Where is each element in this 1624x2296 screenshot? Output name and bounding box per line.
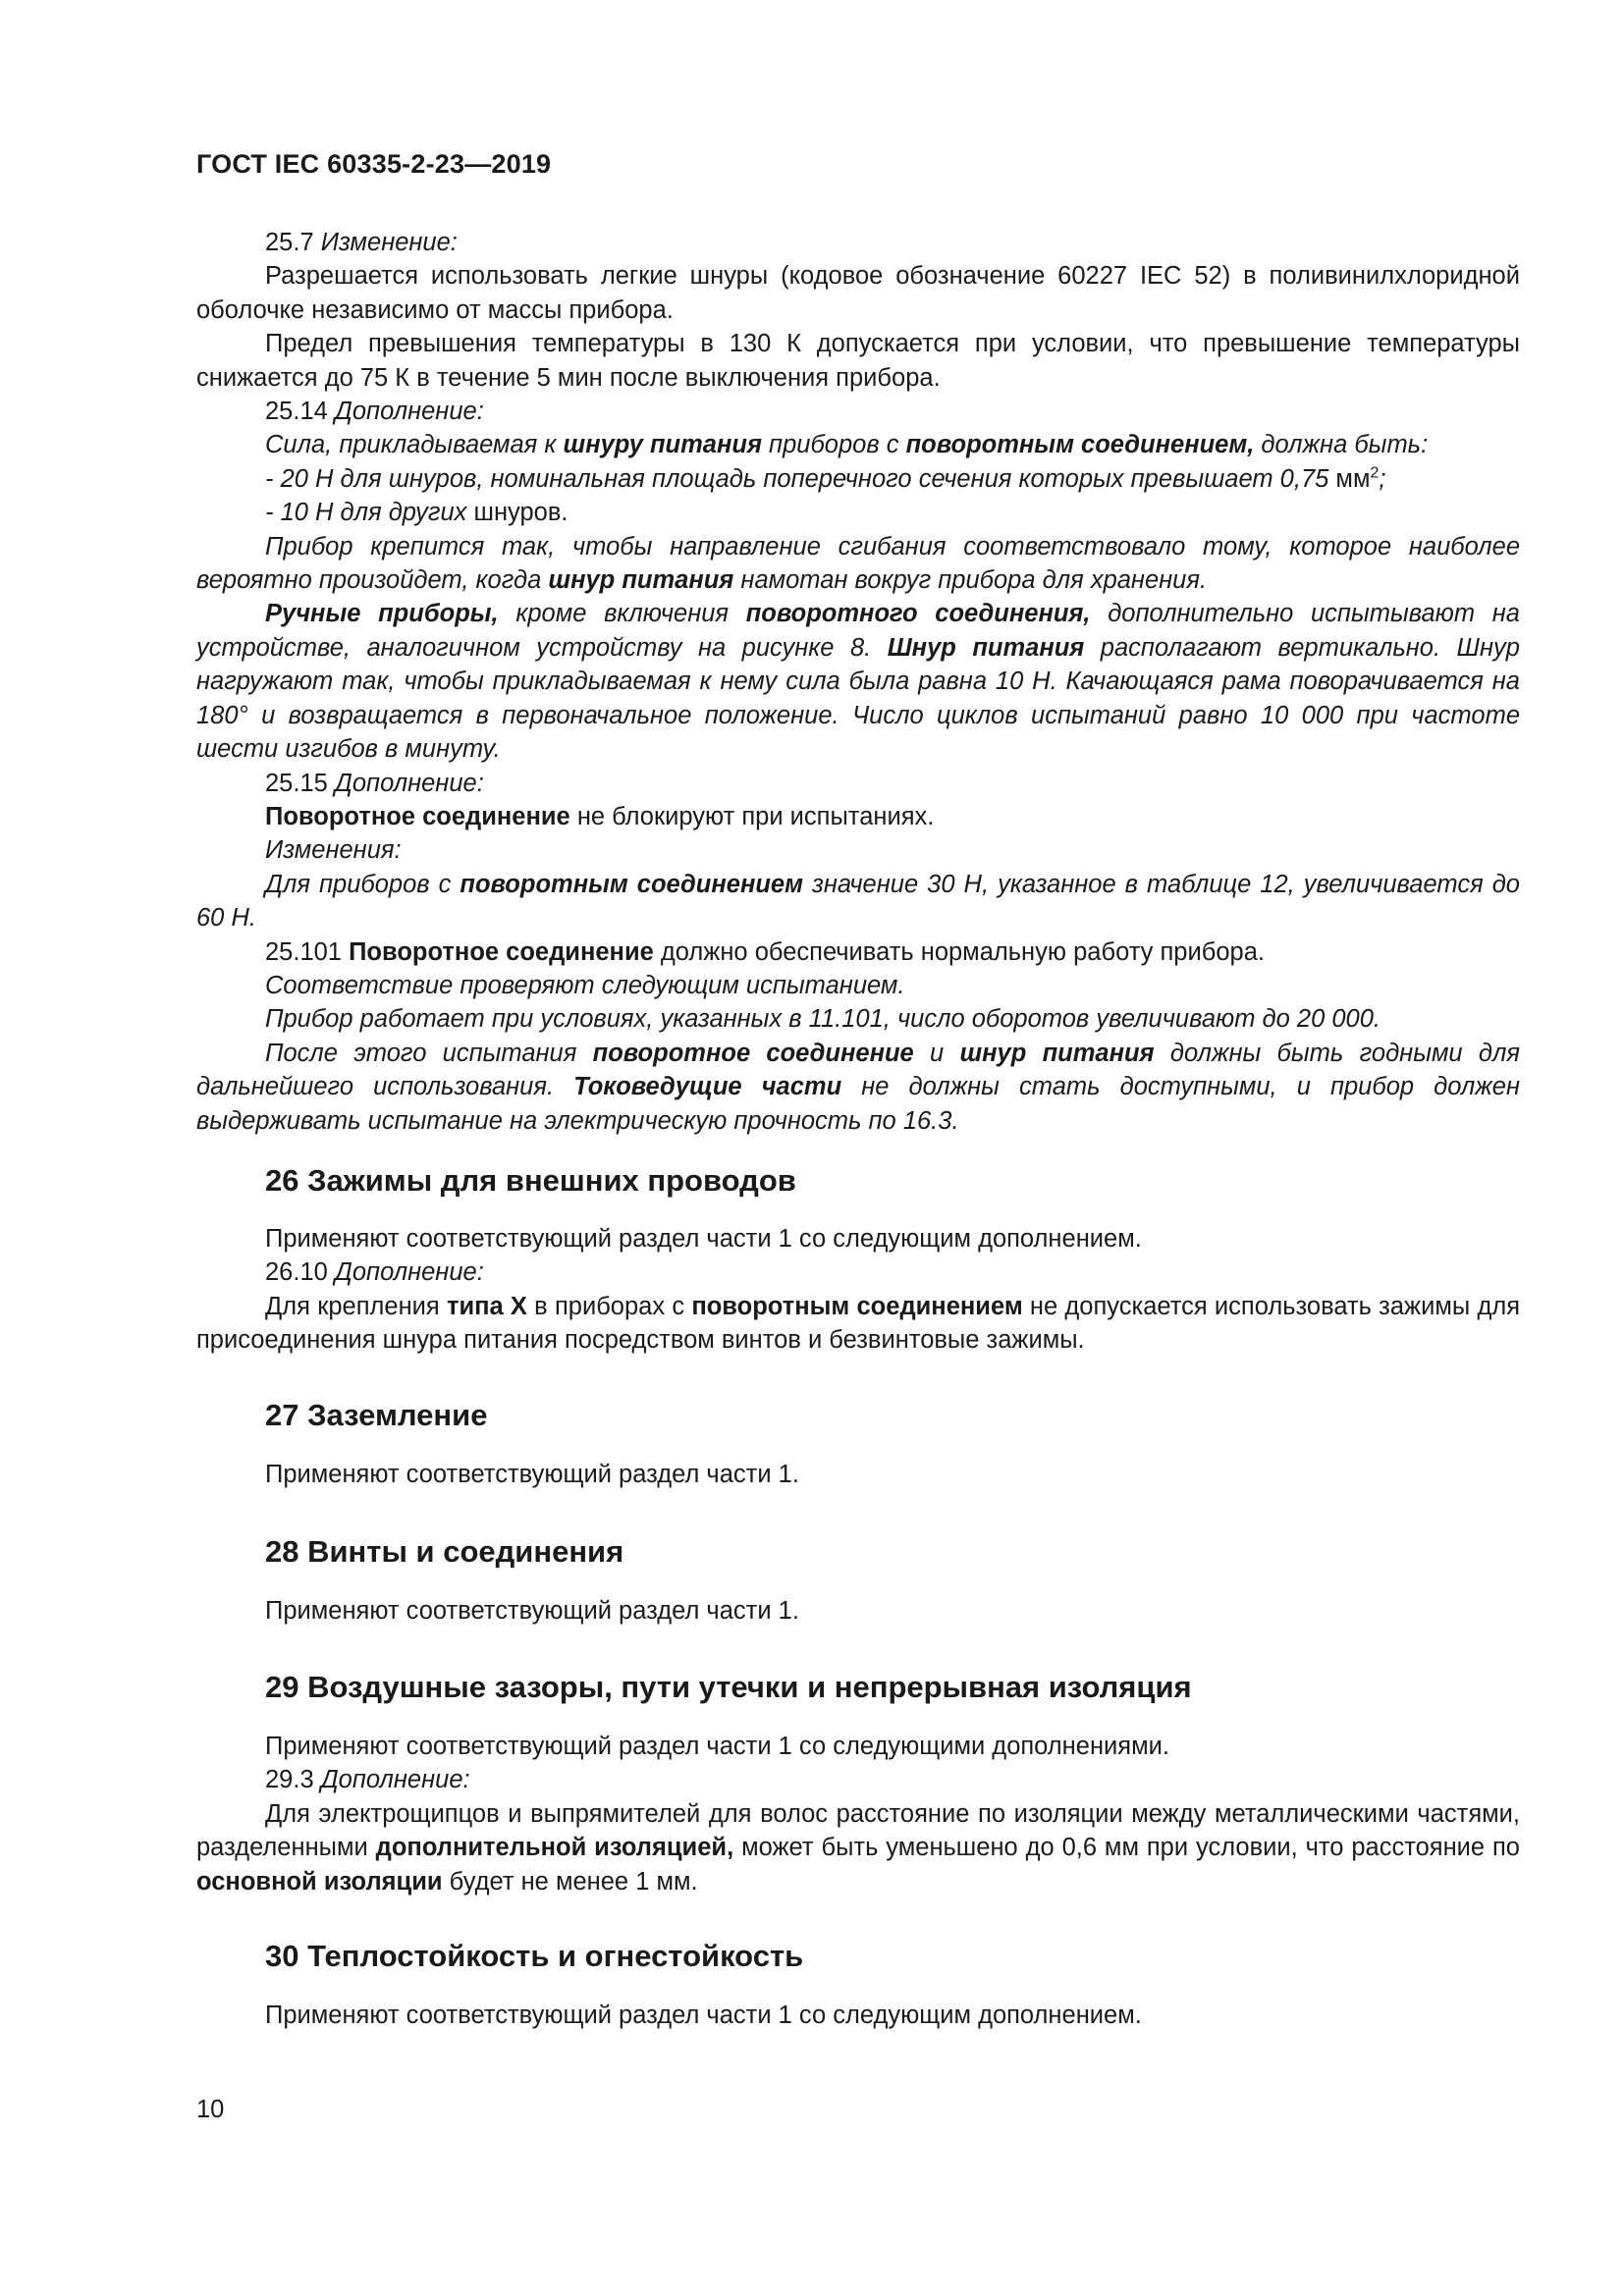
section-28-text xyxy=(196,1594,1520,1628)
term: шнур питания xyxy=(548,566,734,595)
section-27-text xyxy=(196,1458,1520,1491)
paragraph xyxy=(196,1290,1520,1358)
text-run: значение 30 Н, указанное в таблице 12, увеличивается до 60 Н. xyxy=(196,870,1520,933)
paragraph: Прибор работает при условиях, указанных в 11.101, число оборотов увеличивают до 20 000. xyxy=(265,1005,1380,1034)
clause-26-10 xyxy=(196,1255,1520,1289)
term: шнуру питания xyxy=(563,431,762,459)
clause-number: 26.10 xyxy=(265,1258,335,1287)
clause-number: 25.14 xyxy=(265,398,335,426)
section-26-text xyxy=(196,1222,1520,1358)
clause-25-15 xyxy=(196,767,1520,800)
section-29-text xyxy=(196,1730,1520,1898)
section-25-text xyxy=(196,226,1520,1138)
clause-number: 25.15 xyxy=(265,769,335,797)
clause-25-14 xyxy=(196,395,1520,428)
text-run: в приборах с xyxy=(526,1292,692,1320)
term: Токоведущие части xyxy=(573,1073,842,1101)
paragraph: Предел превышения температуры в 130 К допускается при условии, что превышение температуры снижается до 75 К в течение 5 мин после выключения прибора. xyxy=(196,330,1520,392)
term: Поворотное соединение xyxy=(265,802,570,830)
clause-label: Дополнение: xyxy=(334,1258,484,1287)
text-run: После этого испытания xyxy=(265,1039,593,1067)
document-header: ГОСТ IEC 60335-2-23—2019 xyxy=(196,149,552,179)
text-run: должны быть годными для дальнейшего использования. xyxy=(196,1039,1520,1101)
text-run: располагают вертикально. Шнур нагружают так, чтобы прикладываемая к нему сила была равна 10 Н. Качающаяся рама поворачивается на 180° и возвращается в первоначальное положение. Число циклов испытаний равно 10 000 при частоте шести изгибов в минуту. xyxy=(196,633,1520,764)
term: поворотным соединением, xyxy=(905,431,1255,459)
section-26-heading: 26 Зажимы для внешних проводов xyxy=(265,1163,796,1198)
clause-label: Дополнение: xyxy=(320,1766,470,1794)
section-27-heading: 27 Заземление xyxy=(265,1398,488,1432)
term: шнур питания xyxy=(959,1039,1155,1067)
section-30-text xyxy=(196,1999,1520,2032)
text-run: кроме включения xyxy=(498,600,746,628)
term: Ручные приборы, xyxy=(265,600,499,628)
term: дополнительной изоляцией, xyxy=(375,1834,734,1862)
text-run: - 10 Н для других xyxy=(265,499,474,527)
superscript: 2 xyxy=(1370,464,1380,482)
term: типа Х xyxy=(446,1292,527,1320)
term: поворотным соединением xyxy=(691,1292,1023,1320)
clause-label: Дополнение: xyxy=(334,398,484,426)
term: Поворотное соединение xyxy=(349,937,654,966)
text-run: Для электрощипцов и выпрямителей для волос расстояние по изоляции между металлическими частями, разделенными xyxy=(196,1799,1520,1862)
section-29-heading: 29 Воздушные зазоры, пути утечки и непрерывная изоляция xyxy=(265,1670,1192,1704)
paragraph: Применяют соответствующий раздел части 1 со следующими дополнениями. xyxy=(265,1733,1169,1760)
paragraph xyxy=(196,800,1520,833)
unit: мм xyxy=(1335,464,1371,493)
clause-number: 25.7 xyxy=(265,229,321,256)
text-run: намотан вокруг прибора для хранения. xyxy=(733,566,1208,595)
term: Шнур питания xyxy=(887,633,1085,662)
paragraph: Применяют соответствующий раздел части 1 со следующим дополнением. xyxy=(265,2002,1142,2029)
text-run: приборов с xyxy=(761,431,906,459)
paragraph xyxy=(196,597,1520,766)
text-run: Сила, прикладываемая к xyxy=(265,431,564,459)
text-run: не допускается использовать зажимы для присоединения шнура питания посредством винтов и безвинтовые зажимы. xyxy=(196,1292,1521,1355)
text-run: дополнительно испытывают на устройстве, аналогичном устройству на рисунке 8. xyxy=(196,600,1520,662)
section-28-heading: 28 Винты и соединения xyxy=(265,1534,624,1569)
clause-label: Изменения: xyxy=(265,836,402,865)
term: поворотное соединение xyxy=(592,1039,914,1067)
clause-number: 29.3 xyxy=(265,1766,321,1794)
page-number: 10 xyxy=(196,2096,225,2123)
paragraph: Применяют соответствующий раздел части 1 со следующим дополнением. xyxy=(265,1225,1142,1253)
clause-25-101 xyxy=(196,935,1520,969)
term: основной изоляции xyxy=(196,1867,443,1896)
list-item xyxy=(196,496,1520,529)
clause-number: 25.101 xyxy=(265,937,350,966)
text-run: не должны стать доступными, и прибор должен выдерживать испытание на электрическую прочность по 16.3. xyxy=(196,1073,1520,1135)
text-run: Прибор крепится так, чтобы направление сгибания соответствовало тому, которое наиболее вероятно произойдет, когда xyxy=(196,532,1520,595)
paragraph: Разрешается использовать легкие шнуры (кодовое обозначение 60227 IEC 52) в поливинилхлоридной оболочке независимо от массы прибора. xyxy=(196,262,1520,324)
term: поворотного соединения, xyxy=(745,600,1091,628)
paragraph xyxy=(196,1037,1520,1138)
text-run: должно обеспечивать нормальную работу прибора. xyxy=(653,937,1265,966)
paragraph xyxy=(196,1797,1520,1898)
clause-25-7 xyxy=(196,226,1520,259)
clause-label: Дополнение: xyxy=(334,769,484,797)
text-run: ; xyxy=(1379,464,1386,493)
text-run: Для приборов с xyxy=(265,870,460,898)
text-run: должна быть: xyxy=(1254,431,1429,459)
text-run: Для крепления xyxy=(265,1292,447,1320)
text-run: не блокируют при испытаниях. xyxy=(569,802,935,830)
paragraph xyxy=(196,868,1520,935)
paragraph: Соответствие проверяют следующим испытанием. xyxy=(265,971,905,999)
term: поворотным соединением xyxy=(460,870,803,898)
text-run: будет не менее 1 мм. xyxy=(442,1867,698,1896)
section-30-heading: 30 Теплостойкость и огнестойкость xyxy=(265,1939,804,1973)
text-run: и xyxy=(913,1039,960,1067)
text-run: - 20 Н для шнуров, номинальная площадь поперечного сечения которых превышает 0,75 xyxy=(265,464,1336,493)
paragraph: Применяют соответствующий раздел части 1. xyxy=(265,1461,799,1488)
text-run: шнуров. xyxy=(473,499,568,527)
list-item xyxy=(196,462,1520,496)
paragraph: Применяют соответствующий раздел части 1. xyxy=(265,1597,799,1625)
text-run: может быть уменьшено до 0,6 мм при условии, что расстояние по xyxy=(733,1834,1520,1862)
clause-label: Изменение: xyxy=(320,229,458,256)
paragraph xyxy=(196,428,1520,461)
paragraph xyxy=(196,530,1520,598)
clause-29-3 xyxy=(196,1763,1520,1796)
